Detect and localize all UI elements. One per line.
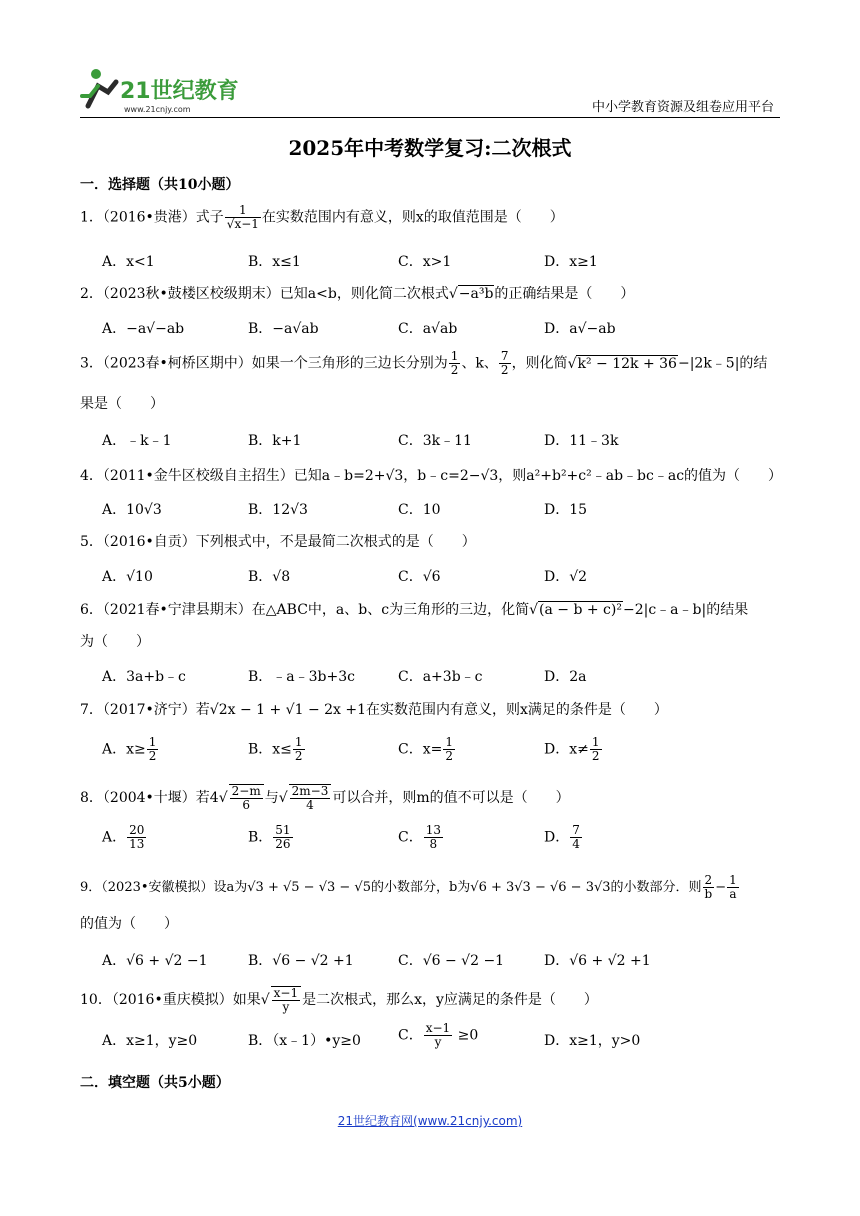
q2-option-c[interactable]: C．a√ab [398, 321, 458, 337]
q1-option-a[interactable]: A．x<1 [102, 254, 155, 270]
logo-url: www.21cnjy.com [124, 105, 191, 114]
question-3-line2: 果是（ ） [80, 396, 164, 412]
q1-fraction: $\frac{1}{√x-1}$ [226, 203, 259, 231]
header-platform-text: 中小学教育资源及组卷应用平台 [591, 100, 774, 115]
logo-text: 21世纪教育 [120, 79, 239, 104]
q10-option-c[interactable]: C． $\frac{x-1}{y}$ ≥0 [398, 1021, 479, 1049]
question-8: 8．（2004•十堰）若4√ $\frac{2-m}{6}$ 与√ $\frac{2m-3}{4}$ 可以合并，则m的值不可以是（ ） [80, 784, 570, 812]
q5-option-c[interactable]: C．√6 [398, 569, 441, 585]
q6-option-b[interactable]: B．﹣a﹣3b+3c [248, 669, 355, 685]
q2-option-b[interactable]: B．−a√ab [248, 321, 319, 337]
q4-option-d[interactable]: D．15 [544, 502, 588, 518]
q7-option-c[interactable]: C．x= $\frac{1}{2}$ [398, 735, 453, 763]
q9-option-d[interactable]: D．√6 + √2 +1 [544, 953, 651, 969]
q10-options [102, 1021, 802, 1062]
q9-option-a[interactable]: A．√6 + √2 −1 [102, 953, 208, 969]
q1-option-c[interactable]: C．x>1 [398, 254, 452, 270]
question-9-line2: 的值为（ ） [80, 916, 178, 932]
q10-option-b[interactable]: B．（x﹣1）•y≥0 [248, 1033, 361, 1049]
footer-link[interactable]: 21世纪教育网(www.21cnjy.com) [337, 1114, 523, 1128]
section-choice-heading: 一．选择题（共10小题） [80, 177, 240, 193]
q5-option-d[interactable]: D．√2 [544, 569, 588, 585]
question-6-line2: 为（ ） [80, 634, 150, 650]
q7-options [102, 736, 802, 768]
q8-options [102, 824, 802, 860]
question-9: 9．（2023•安徽模拟）设a为√3 + √5 − √3 − √5的小数部分，b为√6 + 3√3 − √6 − 3√3的小数部分．则 $\frac{2}{b}$ − $\frac{1}{a}$ [80, 873, 737, 901]
q2-option-a[interactable]: A．−a√−ab [102, 321, 185, 337]
q2-radical: √−a³b [448, 286, 494, 302]
question-4: 4．（2011•金牛区校级自主招生）已知a﹣b=2+√3，b﹣c=2−√3，则a²+b²+c²﹣ab﹣bc﹣ac的值为（ ） [80, 468, 783, 484]
q6-option-d[interactable]: D．2a [544, 669, 587, 685]
q9-options [102, 950, 802, 972]
q6-option-c[interactable]: C．a+3b﹣c [398, 669, 483, 685]
question-1: 1．（2016•贵港）式子 $\frac{1}{√x-1}$ 在实数范围内有意义，则x的取值范围是（ ） [80, 203, 564, 231]
q4-option-c[interactable]: C．10 [398, 502, 441, 518]
q8-option-a[interactable]: A． $\frac{20}{13}$ [102, 823, 145, 851]
q3-option-d[interactable]: D．11﹣3k [544, 433, 619, 449]
q3-options [102, 430, 802, 452]
header-divider [80, 117, 780, 118]
q7-option-b[interactable]: B．x≤ $\frac{1}{2}$ [248, 735, 303, 763]
q5-option-b[interactable]: B．√8 [248, 569, 291, 585]
question-5: 5．（2016•自贡）下列根式中，不是最简二次根式的是（ ） [80, 534, 476, 550]
question-6: 6．（2021春•宁津县期末）在△ABC中，a、b、c为三角形的三边，化简√(a − b + c)²−2|c﹣a﹣b|的结果 [80, 602, 749, 618]
q9-option-b[interactable]: B．√6 − √2 +1 [248, 953, 354, 969]
question-2: 2．（2023秋•鼓楼区校级期末）已知a<b，则化简二次根式√−a³b的正确结果是（ ） [80, 286, 635, 302]
question-7: 7．（2017•济宁）若√2x − 1 + √1 − 2x +1在实数范围内有意义，则x满足的条件是（ ） [80, 702, 668, 718]
q7-option-d[interactable]: D．x≠ $\frac{1}{2}$ [544, 735, 600, 763]
q1-option-d[interactable]: D．x≥1 [544, 254, 598, 270]
q8-option-d[interactable]: D． $\frac{7}{4}$ [544, 823, 580, 851]
q5-options [102, 566, 802, 588]
q10-option-d[interactable]: D．x≥1，y>0 [544, 1033, 641, 1049]
section-fill-heading: 二．填空题（共5小题） [80, 1075, 230, 1091]
q6-options [102, 666, 802, 688]
question-10: 10．（2016•重庆模拟）如果√ $\frac{x-1}{y}$ 是二次根式，那么x，y应满足的条件是（ ） [80, 986, 598, 1014]
q9-option-c[interactable]: C．√6 − √2 −1 [398, 953, 505, 969]
footer [0, 1112, 860, 1129]
q3-option-b[interactable]: B．k+1 [248, 433, 302, 449]
q7-option-a[interactable]: A．x≥ $\frac{1}{2}$ [102, 735, 157, 763]
q2-options [102, 318, 802, 340]
q3-option-a[interactable]: A．﹣k﹣1 [102, 433, 172, 449]
q10-option-a[interactable]: A．x≥1，y≥0 [102, 1033, 198, 1049]
q2-option-d[interactable]: D．a√−ab [544, 321, 616, 337]
question-3: 3．（2023春•柯桥区期中）如果一个三角形的三边长分别为 $\frac{1}{2}$ 、k、 $\frac{7}{2}$ ，则化简√k² − 12k + 36−|2k﹣5|的结 [80, 349, 768, 377]
q4-option-a[interactable]: A．10√3 [102, 502, 162, 518]
q1-options [102, 251, 802, 273]
runner-icon [82, 69, 116, 106]
q1-option-b[interactable]: B．x≤1 [248, 254, 301, 270]
page-title: 2025年中考数学复习:二次根式 [288, 136, 572, 160]
q8-option-b[interactable]: B． $\frac{51}{26}$ [248, 823, 291, 851]
site-logo [80, 66, 250, 116]
q8-option-c[interactable]: C． $\frac{13}{8}$ [398, 823, 441, 851]
q4-options [102, 499, 802, 521]
q6-option-a[interactable]: A．3a+b﹣c [102, 669, 186, 685]
q4-option-b[interactable]: B．12√3 [248, 502, 308, 518]
q5-option-a[interactable]: A．√10 [102, 569, 153, 585]
q3-option-c[interactable]: C．3k﹣11 [398, 433, 472, 449]
